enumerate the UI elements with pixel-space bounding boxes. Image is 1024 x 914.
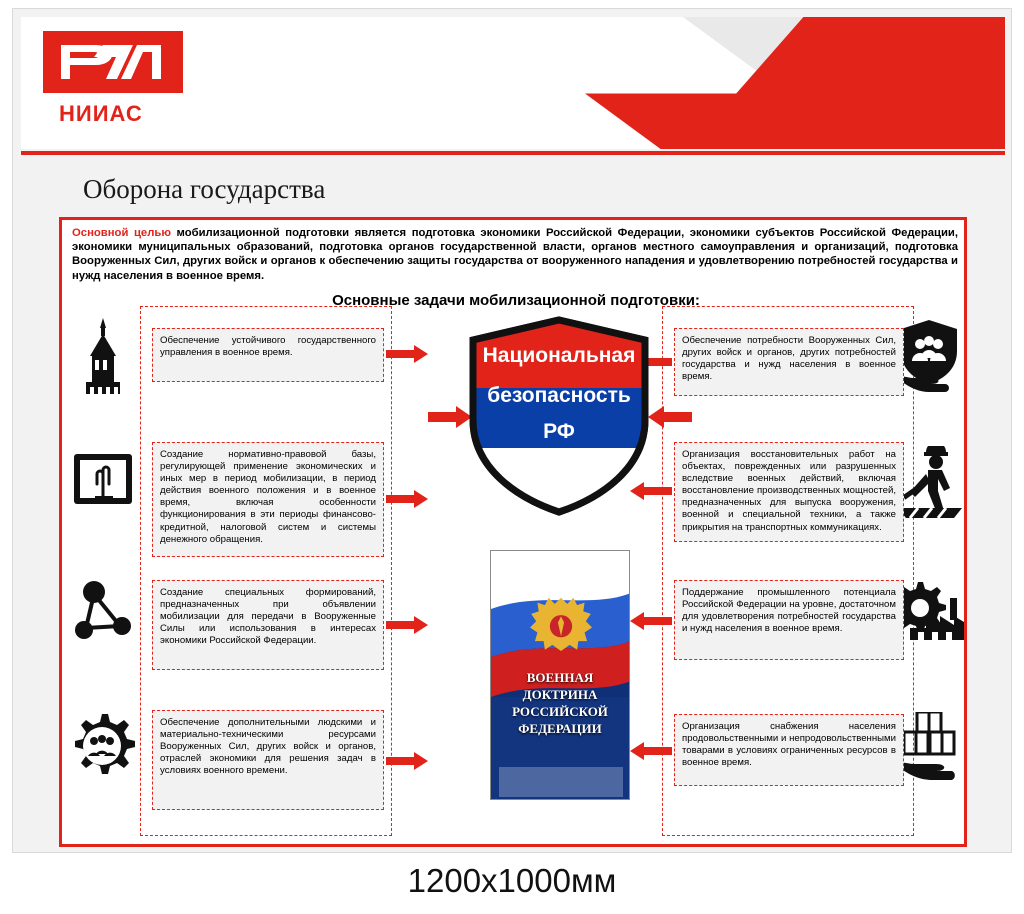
law-book-icon — [70, 446, 136, 512]
doctrine-caption-line-1: ВОЕННАЯ — [526, 670, 594, 685]
workers-gear-icon — [68, 710, 136, 782]
right-card-1-text: Обеспечение потребности Вооруженных Сил, других войск и органов, других потребностей государства и нужд населения в военное время. — [674, 328, 904, 396]
right-card-4-text: Организация снабжения населения продовольственными и непродовольственными товарами в условиях ограниченных ресурсов в военное время. — [674, 714, 904, 786]
shield-line-1: Национальная — [482, 344, 636, 367]
content-frame — [59, 217, 967, 847]
size-label: 1200х1000мм — [407, 862, 617, 899]
doctrine-caption-line-4: ФЕДЕРАЦИИ — [518, 721, 602, 736]
right-card-3-text: Поддержание промышленного потенциала Российской Федерации на уровне, достаточном для удовлетворения потребностей государства и нужд населения в военное время. — [674, 580, 904, 660]
left-card-2-text: Создание нормативно-правовой базы, регулирующей применение экономических и иных мер в период мобилизации, в период действия военного положения и в военное время, включая особенности функционирования в эти периоды финансово-кредитной, налоговой систем и системы денежного обращения. — [152, 442, 384, 557]
arrow-left-1 — [386, 345, 428, 363]
poster-header — [21, 17, 1005, 149]
arrow-center-right — [648, 406, 692, 428]
arrow-right-3 — [630, 612, 672, 630]
shield-line-3: РФ — [543, 420, 575, 443]
tasks-title: Основные задачи мобилизационной подготовки: — [332, 292, 700, 309]
page-title: Оборона государства — [83, 174, 326, 204]
arrow-center-left — [428, 406, 472, 428]
road-worker-icon — [896, 446, 964, 520]
shield-people-hand-icon — [894, 316, 964, 396]
shield-graphic — [467, 316, 652, 516]
arrow-left-2 — [386, 490, 428, 508]
rzd-logo-icon — [43, 31, 183, 93]
doctrine-caption-line-2: ДОКТРИНА — [522, 687, 598, 702]
left-card-3-text: Создание специальных формирований, предназначенных при объявлении мобилизации для передачи в Вооруженные Силы или использования в интересах экономики Российской Федерации. — [152, 580, 384, 670]
doctrine-caption — [491, 669, 629, 737]
intro-text: мобилизационной подготовки является подготовка экономики Российской Федерации, экономики субъектов Российской Федерации, экономики муниципальных образований, подготовка органов государственной власти, органов местного самоуправления и организаций, подготовка Вооруженных Сил, других войск и органов к обеспечению защиты государства от вооруженного нападения и удовлетворению потребностей государства и нужд населения в военное время. — [72, 227, 958, 282]
logo-subtitle: НИИАС — [59, 101, 143, 126]
header-red-wedge — [585, 17, 1005, 149]
boxes-hand-icon — [894, 712, 964, 784]
rzd-logo — [43, 31, 183, 93]
header-divider — [21, 151, 1005, 155]
shield-line-2: безопасность — [487, 384, 631, 407]
kremlin-tower-icon — [72, 316, 134, 396]
poster-canvas — [12, 8, 1012, 853]
network-nodes-icon — [72, 576, 134, 648]
left-card-1-text: Обеспечение устойчивого государственного управления в военное время. — [152, 328, 384, 382]
right-card-2-text: Организация восстановительных работ на объектах, поврежденных или разрушенных вследствие военных действий, включая восстановление производственных мощностей, предназначенных для выпуска вооружения, военной и специальной техники, а также прикрытия на транспортных коммуникациях. — [674, 442, 904, 542]
national-security-shield — [467, 316, 652, 516]
left-card-4-text: Обеспечение дополнительными людскими и материально-техническими ресурсами Вооруженных Сил, других войск и органов, отраслей экономики для решения задач в условиях военного времени. — [152, 710, 384, 810]
factory-gear-icon — [894, 578, 964, 650]
intro-highlight: Основной целью — [72, 227, 171, 239]
arrow-left-3 — [386, 616, 428, 634]
intro-paragraph — [72, 226, 958, 283]
arrow-left-4 — [386, 752, 428, 770]
military-doctrine-poster — [490, 550, 630, 800]
doctrine-caption-line-3: РОССИЙСКОЙ — [512, 704, 608, 719]
arrow-right-4 — [630, 742, 672, 760]
